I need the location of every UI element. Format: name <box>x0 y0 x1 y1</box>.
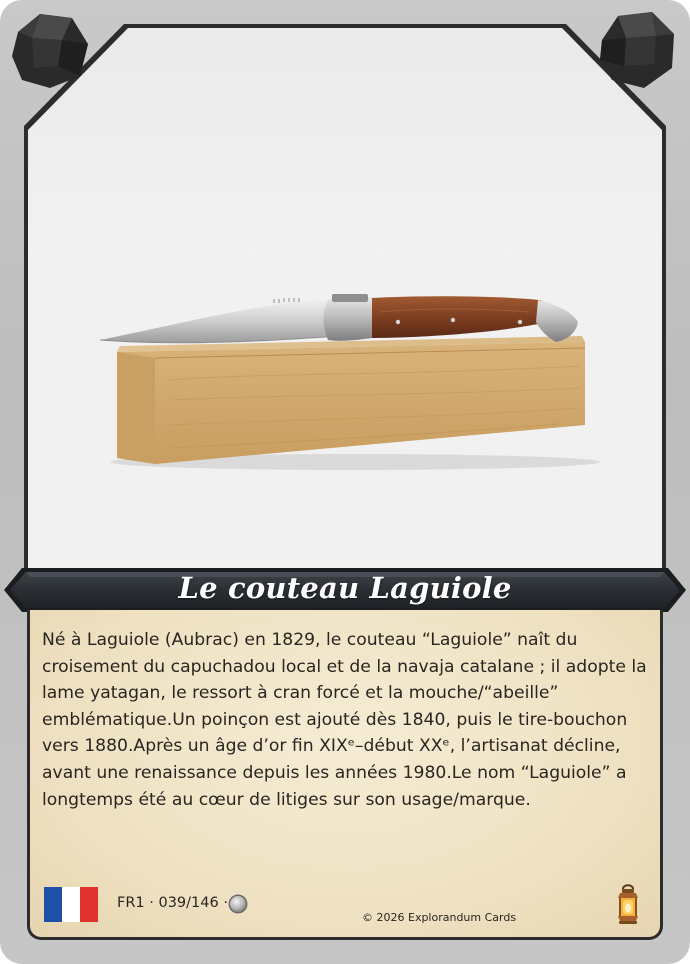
set-code: FR1 · 039/146 · <box>117 895 228 911</box>
lantern-icon <box>613 882 643 926</box>
copyright-text: © 2026 Explorandum Cards <box>362 911 517 924</box>
stone-icon <box>598 10 678 90</box>
silver-rarity-icon <box>228 894 248 914</box>
card-description: Né à Laguiole (Aubrac) en 1829, le couteau “Laguiole” naît du croisement du capuchadou local et de la navaja catalane ; il adopte la lame yatagan, le ressort à cran forcé et la mouche/“abeille” emblématique.Un poinçon est ajouté dès 1840, puis le tire-bouchon vers 1880.Après un âge d’or fin XIXᵉ–début XXᵉ, l’artisanat décline, avant une renaissance depuis les années 1980.Le nom “Laguiole” a longtemps été au cœur de litiges sur son usage/marque. <box>42 630 647 810</box>
stone-icon <box>10 10 90 90</box>
france-flag-icon <box>44 887 98 922</box>
card-title: Le couteau Laguiole <box>178 571 512 605</box>
